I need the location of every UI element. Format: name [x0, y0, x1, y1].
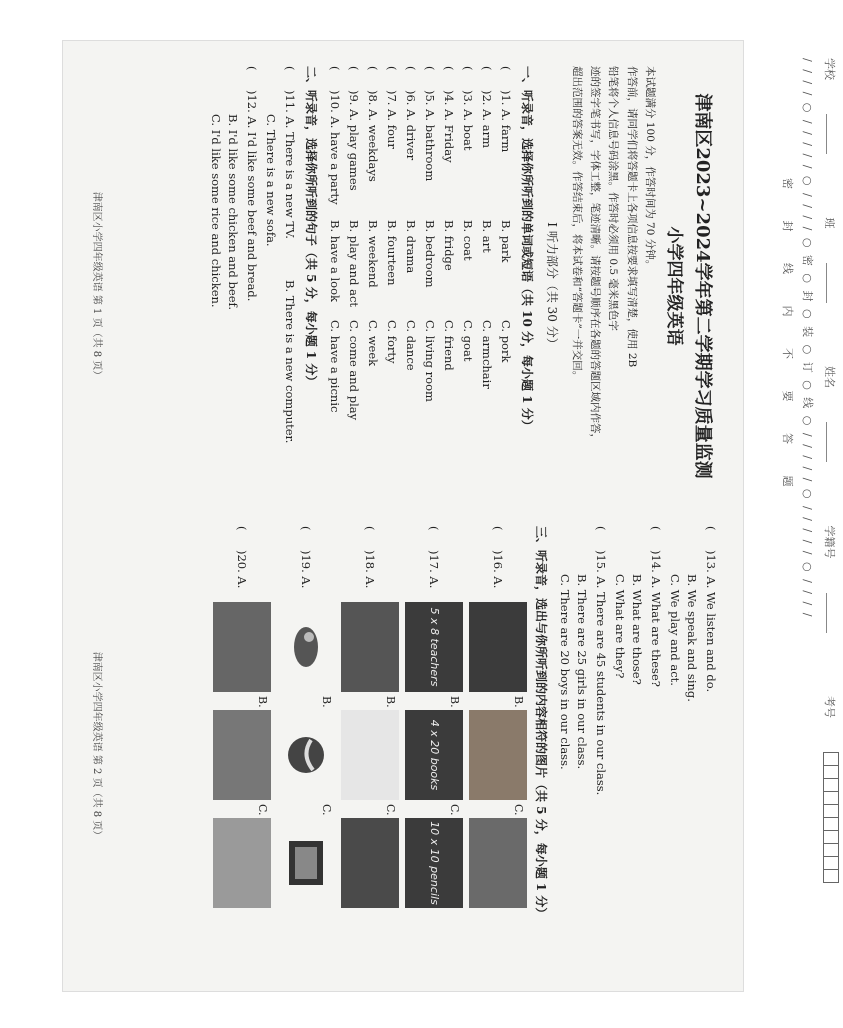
question-row: ( )12. A. I'd like some beef and bread. [244, 66, 259, 302]
picture-question: ( )19. A. B. C. [277, 526, 335, 966]
photo-b: B. [469, 710, 527, 800]
student-info-fields [820, 58, 839, 958]
notice-line: 作答前，请同学们将答题卡上各项信息按要求填写清楚，使用 2B [625, 66, 638, 368]
question-option: B. What are those? [630, 574, 644, 685]
field-name: 姓名 [823, 366, 839, 492]
question-row: ( )6. A. driver B. drama C. dance [403, 66, 418, 371]
question-row: ( )5. A. bathroom B. bedroom C. living room [422, 66, 437, 402]
question-row: ( )13. A. We listen and do. [704, 526, 718, 693]
kite-picture [277, 602, 335, 692]
exam-subtitle: 小学四年级英语 [664, 226, 684, 346]
question-row: ( )1. A. farm B. park C. pork [498, 66, 513, 363]
tv-icon [281, 833, 331, 893]
question-option: C. There is a new sofa. [263, 114, 278, 247]
picture-question: ( )18. A. B. C. [341, 526, 399, 966]
question-row: ( )10. A. have a party B. have a look C. have a picnic [327, 66, 342, 413]
question-row: ( )3. A. boat B. coat C. goat [460, 66, 475, 362]
question-option: C. I'd like some rice and chicken. [208, 114, 223, 308]
card-b: B. 4 x 20 books [405, 710, 463, 800]
binding-margin [776, 58, 843, 958]
question-row: ( )7. A. four B. fourteen C. forty [384, 66, 399, 364]
page-2-footer: 津南区小学四年级英语 第 2 页（共 8 页） [91, 651, 102, 841]
seal-line: / / / / ○ / / / / / ○ / / / / ○ 密 ○ 封 ○ 装 ○ 订 ○ 线 ○ / / / / / ○ / / / / / ○ / / / / [801, 58, 814, 619]
question-row: ( )9. A. play games B. play and act C. come and play [346, 66, 361, 421]
ball-picture: B. [277, 710, 335, 800]
question-option: C. There are 20 boys in our class. [558, 574, 572, 770]
photo-a [213, 602, 271, 692]
photo-a [469, 602, 527, 692]
card-c: C. 10 x 10 pencils [405, 818, 463, 908]
page-2 [83, 526, 723, 966]
exam-number-boxes [820, 752, 839, 882]
photo-b: B. [213, 710, 271, 800]
photo-c: C. [469, 818, 527, 908]
question-row: ( )15. A. There are 45 students in our class. [594, 526, 608, 796]
question-option: C. We play and act. [668, 574, 682, 686]
scanned-page [62, 40, 837, 992]
section-2-title: 二、听录音，选择你所听到的句子（共 5 分，每小题 1 分） [303, 66, 318, 388]
question-row: ( )14. A. What are these? [649, 526, 663, 687]
photo-b: B. [341, 710, 399, 800]
question-row: ( )11. A. There is a new TV. B. There is a new computer. [282, 66, 297, 444]
question-option: B. We speak and sing. [685, 574, 699, 702]
question-option: C. What are they? [613, 574, 627, 679]
tv-picture: C. [277, 818, 335, 908]
field-student-id: 学籍号 [823, 526, 839, 663]
section-3-title: 三、听录音，选出与你所听到的内容相符的图片（共 5 分，每小题 1 分） [534, 526, 548, 920]
exam-title: 津南区2023~2024学年第二学期学习质量监测 [692, 93, 713, 479]
no-answer-warning: 密 封 线 内 不 要 答 题 [781, 178, 794, 501]
ball-icon [281, 730, 331, 780]
section-1-title: 一、听录音，选择你所听到的单词或短语（共 10 分，每小题 1 分） [519, 66, 534, 432]
question-option: B. There are 25 girls in our class. [575, 574, 589, 770]
photo-a [341, 602, 399, 692]
picture-question: ( )20. A. B. C. [213, 526, 271, 966]
question-row: ( )2. A. arm B. art C. armchair [479, 66, 494, 389]
photo-c: C. [341, 818, 399, 908]
notice-line: 铅笔将个人信息号码涂黑。作答时必须用 0.5 毫米黑色字 [607, 66, 620, 331]
notice-line: 本试题满分 100 分，作答时间为 70 分钟。 [644, 66, 656, 271]
question-option: B. I'd like some chicken and beef. [225, 114, 240, 311]
question-row: ( )4. A. Friday B. fridge C. friend [441, 66, 456, 371]
kite-icon [281, 612, 331, 682]
photo-c: C. [213, 818, 271, 908]
picture-question: ( )17. A. 5 x 8 teachers B. 4 x 20 books C. 10 x 10 pencils [405, 526, 463, 966]
exam-notice [569, 66, 658, 506]
page-1 [83, 66, 723, 506]
question-row: ( )8. A. weekdays B. weekend C. week [365, 66, 380, 367]
field-school: 学校 [823, 58, 839, 184]
card-a: 5 x 8 teachers [405, 602, 463, 692]
notice-line: 超出范围的答案无效。作答结束后，将本试卷和“答题卡”一并交回。 [570, 66, 583, 382]
field-exam-number: 考号 [820, 696, 839, 912]
field-class: 班 [823, 218, 839, 333]
rotated-exam-sheet [83, 58, 837, 966]
page-1-footer: 津南区小学四年级英语 第 1 页（共 8 页） [91, 191, 102, 381]
picture-question: ( )16. A. B. C. [469, 526, 527, 966]
notice-line: 迹的签字笔书写，字体工整，笔迹清晰。请按题号顺序在各题的答题区域内作答， [589, 66, 602, 444]
listening-part-heading: Ⅰ 听力部分（共 30 分） [544, 222, 559, 350]
